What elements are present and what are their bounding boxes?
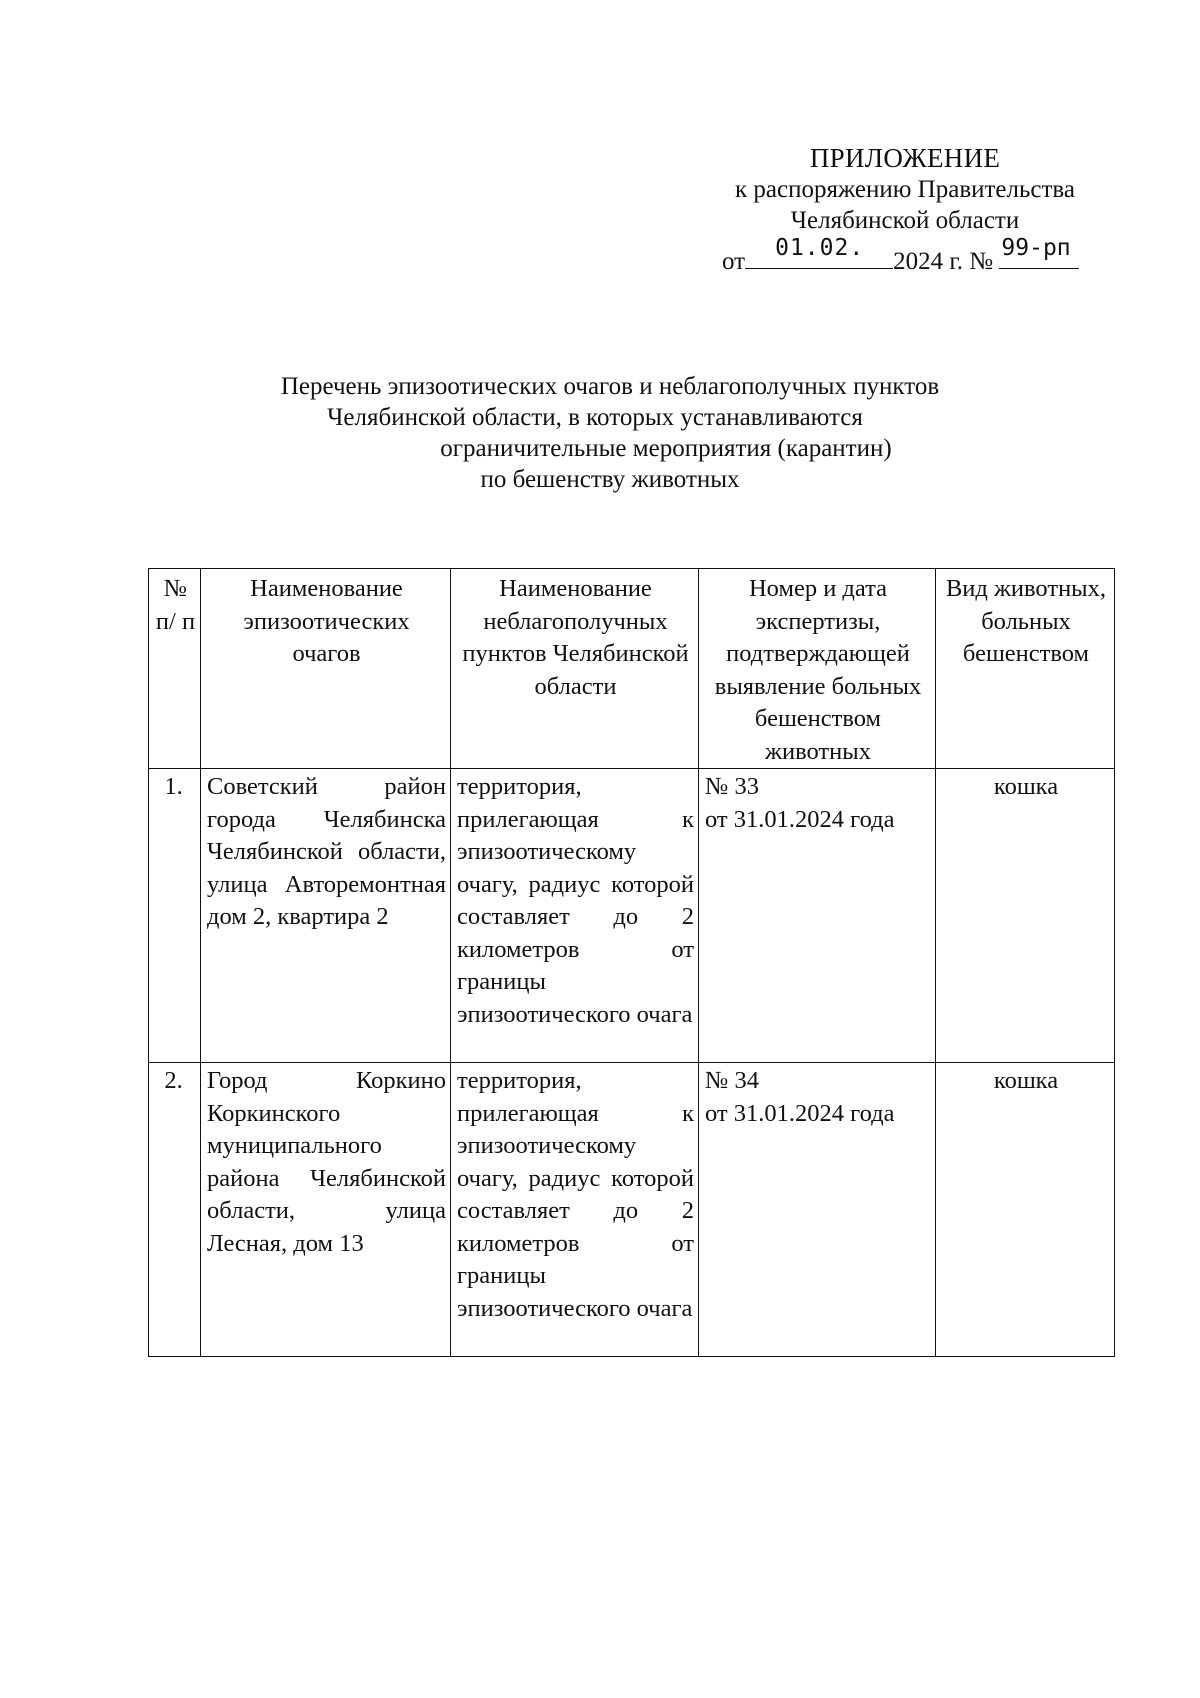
order-date: 01.02.: [775, 235, 865, 261]
table-row: [149, 1063, 1115, 1357]
order-date-blank: [745, 235, 893, 269]
row-area: территория, прилегающая к эпизоотическому очагу, радиус которой составляет до 2 километров от границы эпизоотического очага: [451, 769, 699, 1063]
row-exam-date: от 31.01.2024 года: [705, 805, 895, 833]
row-exam-number: № 33: [705, 773, 760, 800]
row-exam-number: № 34: [705, 1067, 760, 1094]
order-number-blank: [999, 235, 1079, 269]
rabies-foci-table: [148, 568, 1115, 1357]
order-prefix: от: [722, 248, 746, 275]
table-row: [149, 769, 1115, 1063]
row-exam: [699, 769, 936, 1063]
title-line-3: ограничительные мероприятия (карантин): [440, 435, 892, 462]
order-year: 2024 г. №: [893, 248, 994, 275]
title-line-2: Челябинской области, в которых устанавливаются: [327, 404, 863, 431]
row-exam-date: от 31.01.2024 года: [705, 1099, 895, 1127]
table-header-row: [149, 569, 1115, 769]
order-reference: [722, 235, 1079, 277]
order-number: 99-рп: [1001, 235, 1071, 261]
row-exam: [699, 1063, 936, 1357]
appendix-line-1: к распоряжению Правительства: [734, 176, 1075, 203]
row-number: 2.: [149, 1063, 201, 1357]
header-focus: Наименование эпизоотических очагов: [201, 569, 451, 769]
row-focus: Советский район города Челябинска Челябинской области, улица Авторемонтная дом 2, квартира 2: [201, 769, 451, 1063]
row-focus: Город Коркино Коркинского муниципального района Челябинской области, улица Лесная, дом 13: [201, 1063, 451, 1357]
header-animal: Вид животных, больных бешенством: [936, 569, 1115, 769]
title-line-1: Перечень эпизоотических очагов и неблагополучных пунктов: [280, 373, 940, 400]
header-number: № п/ п: [149, 569, 201, 769]
appendix-block: [700, 143, 1110, 236]
document-title: [220, 371, 1000, 495]
row-animal: кошка: [936, 769, 1115, 1063]
header-exam: Номер и дата экспертизы, подтверждающей выявление больных бешенством животных: [699, 569, 936, 769]
appendix-line-2: Челябинской области: [790, 207, 1020, 234]
row-number: 1.: [149, 769, 201, 1063]
row-animal: кошка: [936, 1063, 1115, 1357]
appendix-heading: ПРИЛОЖЕНИЕ: [809, 143, 1001, 173]
row-area: территория, прилегающая к эпизоотическому очагу, радиус которой составляет до 2 километров от границы эпизоотического очага: [451, 1063, 699, 1357]
title-line-4: по бешенству животных: [480, 466, 740, 493]
header-area: Наименование неблагополучных пунктов Челябинской области: [451, 569, 699, 769]
